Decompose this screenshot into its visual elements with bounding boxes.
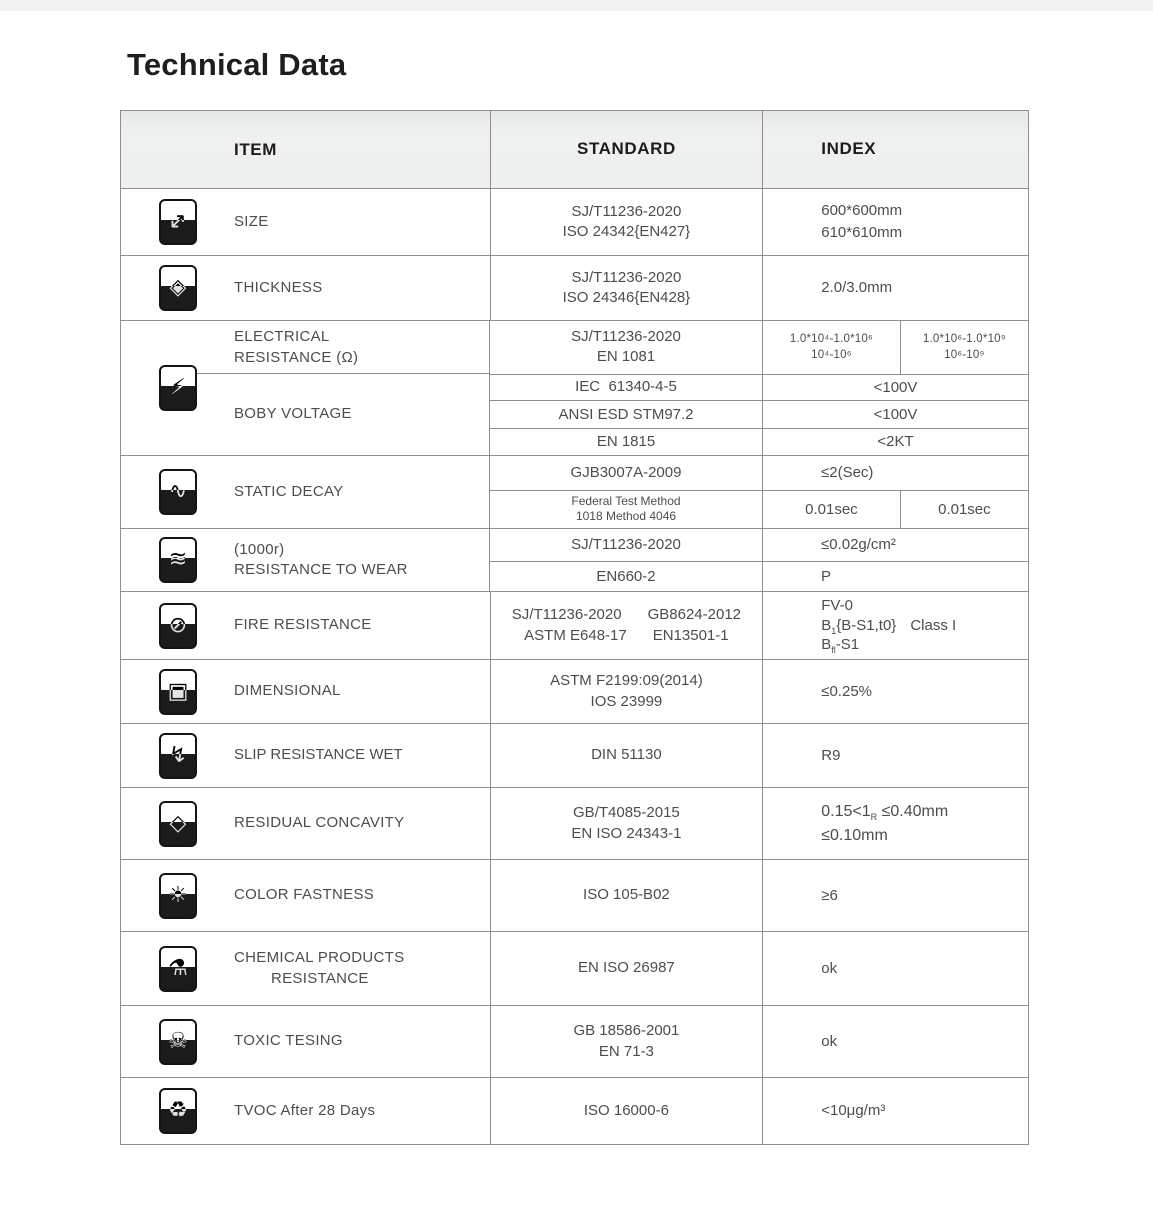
- index-cell: ok: [821, 1032, 838, 1050]
- item-label: SIZE: [234, 212, 269, 230]
- table-row-size: [121, 188, 1028, 255]
- table-row-color-fastness: [121, 859, 1028, 931]
- table-row-thickness: [121, 255, 1028, 320]
- toxic-testing-icon: ☠: [159, 1019, 197, 1065]
- index-cell: 600*600mm 610*610mm: [821, 202, 903, 241]
- standard-cell: SJ/T11236-2020 GB8624-2012 ASTM E648-17 EN13501-1: [490, 592, 764, 659]
- table-row-electrical-resistance: [121, 320, 1028, 455]
- header-index: INDEX: [821, 139, 877, 159]
- table-row-fire-resistance: [121, 591, 1028, 659]
- standard-cell: GB/T4085-2015 EN ISO 24343-1: [490, 788, 764, 859]
- slip-resistance-icon: ↯: [159, 733, 197, 779]
- item-label: RESIDUAL CONCAVITY: [234, 814, 405, 832]
- dimensional-stability-icon: ▣: [159, 669, 197, 715]
- index-cell: <2KT: [877, 433, 914, 451]
- index-cell-split: 0.01sec 0.01sec: [763, 491, 1028, 528]
- standard-cell: Federal Test Method 1018 Method 4046: [489, 491, 763, 528]
- header-standard: STANDARD: [490, 111, 764, 188]
- residual-concavity-icon: ◇: [159, 801, 197, 847]
- item-label: BOBY VOLTAGE: [234, 405, 352, 423]
- table-row-resistance-to-wear: [121, 528, 1028, 591]
- table-row-toxic-testing: [121, 1005, 1028, 1077]
- item-label: DIMENSIONAL: [234, 682, 341, 700]
- index-cell: ≤0.25%: [821, 682, 872, 700]
- table-row-dimensional: [121, 659, 1028, 723]
- technical-data-table: [120, 110, 1029, 1145]
- index-cell: ≥6: [821, 886, 838, 904]
- item-label: ELECTRICAL RESISTANCE (Ω): [234, 328, 359, 366]
- standard-cell: ISO 16000-6: [490, 1078, 764, 1144]
- index-cell: ok: [821, 959, 838, 977]
- index-cell: 2.0/3.0mm: [821, 279, 893, 297]
- standard-cell: ASTM F2199:09(2014) IOS 23999: [490, 660, 764, 723]
- item-label: COLOR FASTNESS: [234, 886, 375, 904]
- standard-cell: SJ/T11236-2020 ISO 24342{EN427}: [490, 189, 764, 255]
- page-top-band: [0, 0, 1153, 11]
- standard-cell: DIN 51130: [490, 724, 764, 787]
- table-row-slip-resistance: [121, 723, 1028, 787]
- size-icon: ↔: [159, 199, 197, 245]
- standard-cell: SJ/T11236-2020: [489, 529, 763, 561]
- index-cell: <100V: [873, 378, 918, 396]
- item-label: THICKNESS: [234, 278, 323, 296]
- recycle-tvoc-icon: ♻: [159, 1088, 197, 1134]
- page-title: Technical Data: [127, 47, 347, 82]
- standard-cell: ISO 105-B02: [490, 860, 764, 931]
- standard-cell: GJB3007A-2009: [489, 456, 763, 490]
- item-label: SLIP RESISTANCE WET: [234, 746, 403, 764]
- table-header-row: [121, 111, 1028, 188]
- item-label: TOXIC TESING: [234, 1032, 343, 1050]
- table-row-chemical-resistance: [121, 931, 1028, 1005]
- standard-cell: GB 18586-2001 EN 71-3: [490, 1006, 764, 1077]
- index-cell: <10μg/m³: [821, 1102, 886, 1120]
- item-label: TVOC After 28 Days: [234, 1101, 376, 1119]
- static-decay-icon: ∿: [159, 469, 197, 515]
- table-row-residual-concavity: [121, 787, 1028, 859]
- electrical-resistance-icon: ⚡: [159, 365, 197, 411]
- thickness-icon: ◈: [159, 265, 197, 311]
- color-fastness-icon: ☀: [159, 873, 197, 919]
- index-high-range: 1.0*10⁶-1.0*10⁹ 10⁶-10⁹: [922, 333, 1006, 362]
- index-cell: $0.15<1_R \le 0.40mm$ ≤0.10mm: [821, 803, 949, 844]
- index-low-range: 1.0*10⁴-1.0*10⁶ 10⁴-10⁶: [763, 321, 901, 374]
- header-item: ITEM: [234, 139, 278, 159]
- index-cell: <100V: [873, 405, 918, 423]
- item-divider-line: [197, 373, 489, 374]
- standard-cell: SJ/T11236-2020 ISO 24346{EN428}: [490, 256, 764, 320]
- standard-cell: ANSI ESD STM97.2: [489, 401, 763, 428]
- index-cell: FV-0 $B_1\{B-S1,t0\}$ Class I $B_{fl}-S1$: [821, 597, 957, 656]
- wear-resistance-icon: ≋: [159, 537, 197, 583]
- item-label: FIRE RESISTANCE: [234, 616, 372, 634]
- standard-cell: EN ISO 26987: [490, 932, 764, 1005]
- fire-resistance-icon: ⊘: [159, 603, 197, 649]
- standard-cell: EN 1815: [489, 429, 763, 455]
- index-cell: R9: [821, 746, 841, 764]
- item-label: STATIC DECAY: [234, 482, 344, 500]
- index-cell: ≤0.02g/cm²: [821, 536, 896, 554]
- item-label: CHEMICAL PRODUCTS RESISTANCE: [234, 949, 405, 987]
- item-label: (1000r) RESISTANCE TO WEAR: [234, 540, 408, 578]
- index-cell: P: [821, 567, 832, 585]
- chemical-resistance-icon: ⚗: [159, 946, 197, 992]
- standard-cell: EN660-2: [489, 562, 763, 591]
- standard-cell: IEC 61340-4-5: [489, 375, 763, 401]
- standard-cell: SJ/T11236-2020 EN 1081: [489, 321, 763, 374]
- table-row-tvoc: [121, 1077, 1028, 1144]
- table-row-static-decay: [121, 455, 1028, 528]
- index-cell-split: [763, 321, 1028, 374]
- index-cell: ≤2(Sec): [821, 463, 874, 481]
